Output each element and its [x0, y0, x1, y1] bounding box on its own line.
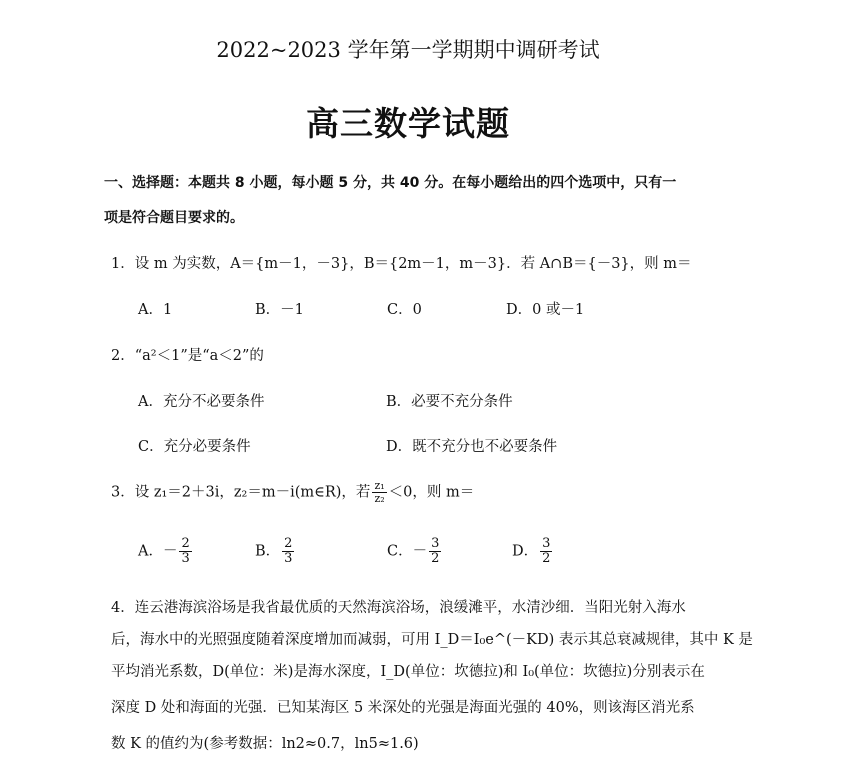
option-d-denominator: 2 [542, 551, 551, 566]
question-2-option-d: D．既不充分也不必要条件 [386, 439, 558, 455]
question-3-option-c [387, 537, 443, 566]
question-3-option-a [138, 537, 194, 566]
option-a-label: A．－ [138, 543, 178, 560]
question-2-text: 2．“a²＜1”是“a＜2”的 [111, 348, 264, 364]
section-instructions-line1: 一、选择题：本题共 8 小题，每小题 5 分，共 40 分。在每小题给出的四个选项中，只有一 [104, 175, 677, 191]
section-instructions-line2: 项是符合题目要求的。 [104, 210, 244, 226]
option-c-denominator: 2 [431, 551, 440, 566]
option-b-denominator: 3 [284, 551, 293, 566]
question-3-option-d [512, 537, 554, 566]
option-b-numerator: 2 [284, 536, 293, 551]
question-2-option-b: B．必要不充分条件 [386, 394, 513, 410]
question-4-line5: 数 K 的值约为(参考数据：ln2≈0.7，ln5≈1.6) [111, 736, 419, 752]
question-1-option-a: A．1 [138, 302, 173, 318]
question-1-option-c: C．0 [387, 302, 422, 318]
question-1-option-b: B．－1 [255, 302, 304, 318]
option-c-label: C．－ [387, 543, 428, 560]
option-a-fraction [179, 537, 191, 566]
question-4-line3: 平均消光系数，D(单位：米)是海水深度，I_D(单位：坎德拉)和 I₀(单位：坎德拉)分别表示在 [111, 664, 705, 680]
option-d-label: D． [512, 543, 539, 560]
exam-title: 2022~2023 学年第一学期期中调研考试 [216, 38, 600, 62]
question-3-fraction [372, 480, 386, 505]
question-1-text: 1．设 m 为实数，A＝{m－1，－3}，B＝{2m－1，m－3}．若 A∩B＝{－3}，则 m＝ [111, 256, 692, 272]
question-1-option-d: D．0 或－1 [506, 302, 585, 318]
question-3-option-b [255, 537, 296, 566]
question-3-suffix: ＜0，则 m＝ [388, 484, 475, 501]
question-3-text [111, 480, 474, 505]
question-4-line2: 后，海水中的光照强度随着深度增加而减弱，可用 I_D＝I₀e^(－KD) 表示其总衰减规律，其中 K 是 [111, 632, 753, 648]
question-3-frac-numerator: z₁ [374, 479, 385, 492]
question-2-option-a: A．充分不必要条件 [138, 394, 265, 410]
option-a-numerator: 2 [181, 536, 190, 551]
option-b-fraction [282, 537, 294, 566]
question-4-line4: 深度 D 处和海面的光强．已知某海区 5 米深处的光强是海面光强的 40%，则该海区消光系 [111, 700, 695, 716]
option-d-numerator: 3 [542, 536, 551, 551]
option-c-numerator: 3 [431, 536, 440, 551]
question-3-prefix: 3．设 z₁＝2＋3i，z₂＝m－i(m∈R)，若 [111, 484, 371, 501]
question-4-line1: 4．连云港海滨浴场是我省最优质的天然海滨浴场，浪缓滩平，水清沙细．当阳光射入海水 [111, 600, 686, 616]
option-d-fraction [540, 537, 552, 566]
option-b-label: B． [255, 543, 281, 560]
option-a-denominator: 3 [181, 551, 190, 566]
question-3-frac-denominator: z₂ [374, 492, 385, 505]
question-2-option-c: C．充分必要条件 [138, 439, 251, 455]
subject-title: 高三数学试题 [306, 104, 510, 143]
option-c-fraction [429, 537, 441, 566]
